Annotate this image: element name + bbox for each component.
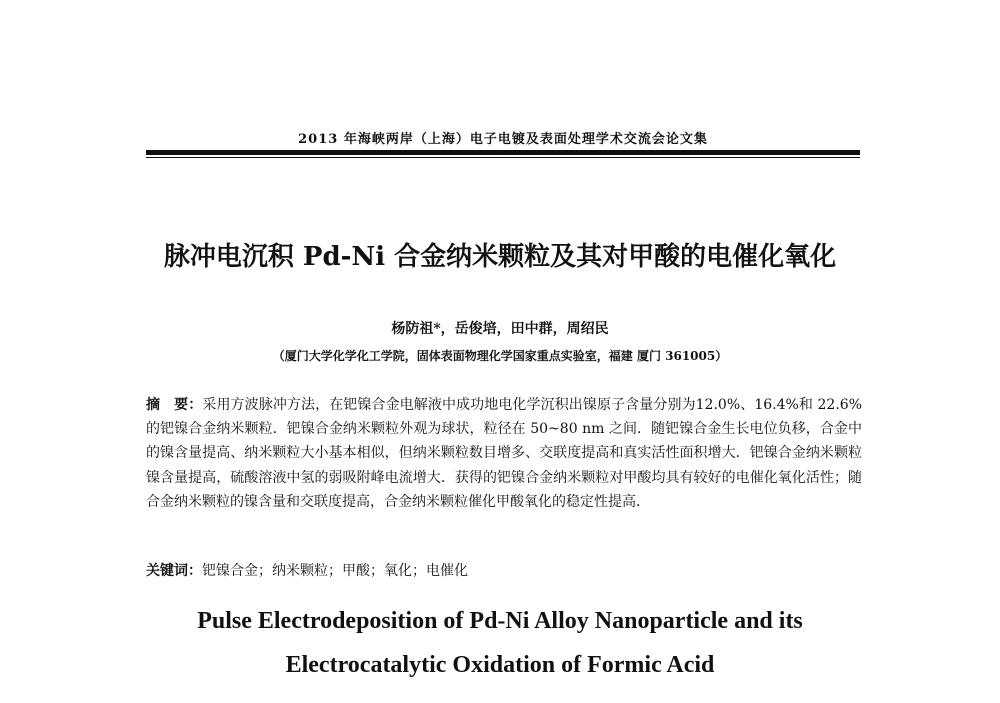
keywords-text: 钯镍合金；纳米颗粒；甲酸；氧化；电催化 bbox=[202, 563, 468, 579]
header-rule-thin bbox=[146, 157, 860, 158]
keywords-line bbox=[146, 560, 862, 580]
paper-title-en-line1: Pulse Electrodeposition of Pd-Ni Alloy Nanoparticle and its bbox=[197, 608, 803, 634]
author-affiliation: （厦门大学化学化工学院，固体表面物理化学国家重点实验室，福建 厦门 361005） bbox=[272, 349, 728, 363]
keywords-label: 关键词： bbox=[146, 563, 202, 579]
abstract-label: 摘 要： bbox=[146, 397, 203, 413]
abstract-text: 采用方波脉冲方法，在钯镍合金电解液中成功地电化学沉积出镍原子含量分别为12.0%、16.4%和 22.6%的钯镍合金纳米颗粒．钯镍合金纳米颗粒外观为球状，粒径在 50~80 nm 之间．随钯镍合金生长电位负移，合金中的镍含量提高、纳米颗粒大小基本相似，但纳米颗粒数目增多、交联度提高和真实活性面积增大．钯镍合金纳米颗粒镍含量提高，硫酸溶液中氢的弱吸附峰电流增大．获得的钯镍合金纳米颗粒对甲酸均具有较好的电催化氧化活性；随合金纳米颗粒的镍含量和交联度提高，合金纳米颗粒催化甲酸氧化的稳定性提高． bbox=[146, 397, 862, 510]
journal-header: 2013 年海峡两岸（上海）电子电镀及表面处理学术交流会论文集 bbox=[298, 132, 708, 147]
abstract-paragraph bbox=[146, 393, 862, 514]
paper-title-zh: 脉冲电沉积 Pd-Ni 合金纳米颗粒及其对甲酸的电催化氧化 bbox=[163, 242, 837, 272]
author-list: 杨防祖*，岳俊培，田中群，周绍民 bbox=[391, 321, 609, 337]
paper-title-en-line2: Electrocatalytic Oxidation of Formic Acid bbox=[285, 652, 715, 678]
header-rule-thick bbox=[146, 150, 860, 155]
